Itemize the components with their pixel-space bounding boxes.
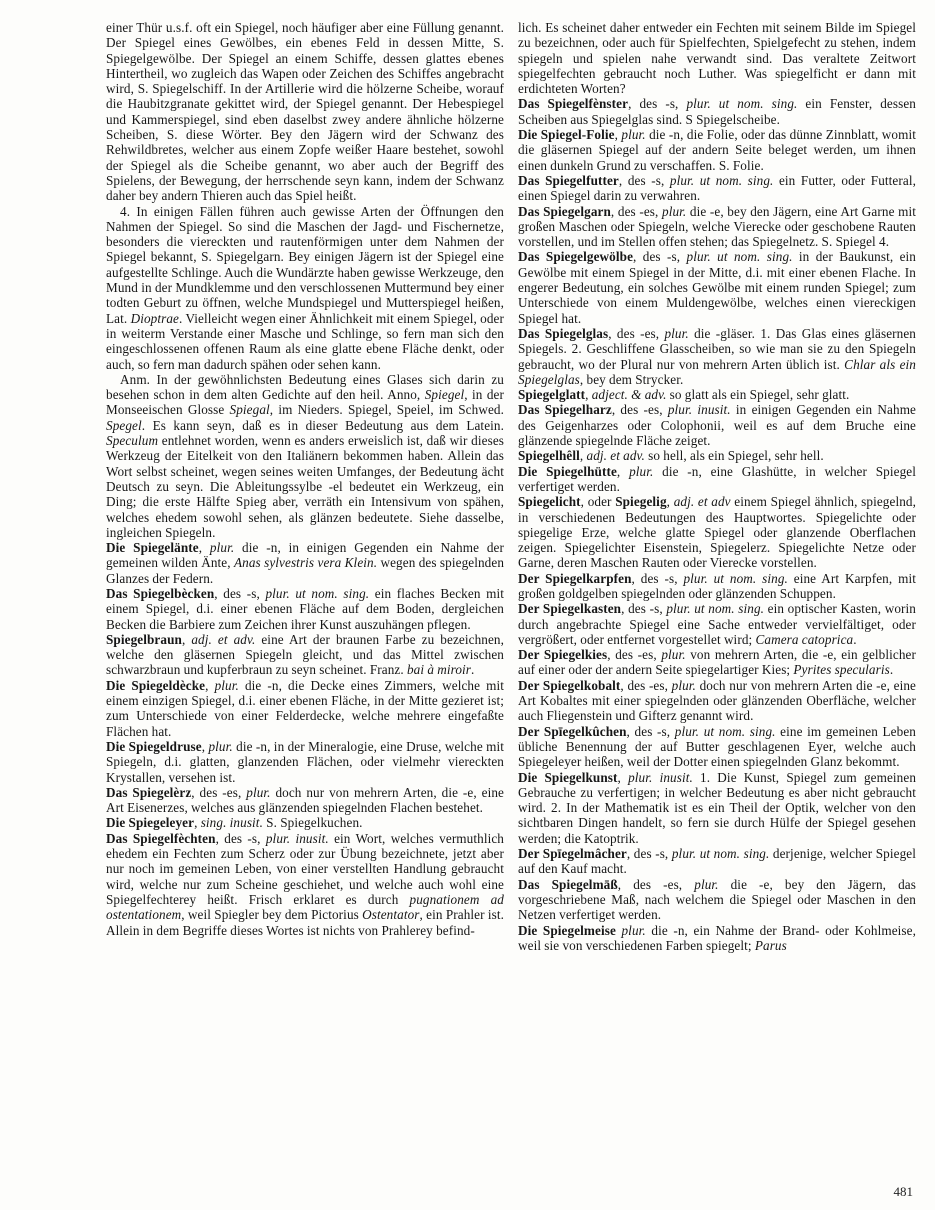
dictionary-entry	[518, 647, 916, 678]
dictionary-entry	[518, 571, 916, 602]
dictionary-entry	[518, 96, 916, 127]
dictionary-entry	[106, 785, 504, 816]
dictionary-entry	[518, 204, 916, 250]
italic-text: plur. ut nom. sing.	[671, 846, 770, 862]
text-run: einem Spiegel ähnlich, spiegelnd, in verschiedenen Bedeutungen des Hauptwortes. Spiegelichte oder spiegelige Erze, welche glatte Spiegel oder glanzende Oberflachen zeigen. Spiegelichter Eisenstein, Spiegelerz. Spiegelichte Netze oder Garne, deren Maschen Rauten oder Vierecke vorstellen.	[518, 494, 916, 571]
text-run: ,	[616, 463, 630, 479]
headword-text: Die Spiegeldècke	[106, 677, 206, 693]
text-run: , ein Prahler ist. Allein in dem Begriffe dieses Wortes ist nichts von Prahlerey befind-	[106, 907, 504, 938]
text-run: ,	[617, 769, 629, 785]
text-run: derjenige, welcher Spiegel auf den Kauf macht.	[518, 846, 916, 877]
text-run: , weil Spiegler bey dem Pictorius	[181, 907, 363, 923]
text-run: , des -es,	[608, 325, 665, 341]
headword-text: Das Spiegelfèchten	[106, 830, 216, 846]
italic-text: plur. ut nom. sing.	[669, 172, 774, 188]
italic-text: Anas sylvestris vera Klein.	[233, 555, 378, 571]
text-run: ,	[579, 448, 587, 464]
dictionary-entry	[518, 326, 916, 387]
headword-text: Die Spiegelmeise	[518, 922, 616, 938]
text-run: ein Fenster, dessen Scheiben aus Spiegelglas sind. S Spiegelscheibe.	[518, 96, 916, 127]
dictionary-entry	[518, 877, 916, 923]
dictionary-entry	[106, 678, 504, 739]
text-run: ,	[585, 387, 592, 403]
headword-text: Die Spiegelkunst	[518, 769, 618, 785]
headword-text: Die Spiegel-Folie	[518, 127, 615, 143]
text-run: 1. Die Kunst, Spiegel zum gemeinen Gebrauche zu verfertigen; in welcher Bedeutung es aber nicht gebraucht wird. 2. In der Mathematik ist es ein Theil der Optik, welcher von den sichtbaren Dingen handelt, so fern sie durch Hülfe der Spiegel gesehen werden; die Katoptrik.	[518, 769, 917, 846]
dictionary-entry	[518, 249, 916, 325]
text-run: , des -es,	[191, 784, 247, 800]
text-run: , des -s,	[633, 249, 687, 265]
headword-text: Das Spiegelharz	[518, 402, 612, 418]
text-run: ,	[181, 631, 192, 647]
italic-text: plur. inusit.	[265, 830, 329, 846]
italic-text: Dioptrae	[130, 310, 179, 326]
text-run: eine im gemeinen Leben übliche Benennung der auf Butter geschlagenen Eyer, welche auch Spiegeleyer heißen, weil der Dotter einen spiegelnden Glanz bekommt.	[518, 723, 916, 770]
text-run: doch nur von mehrern Arten, die -e, eine Art Eisenerzes, welches aus glänzenden spiegelnden Flachen bestehet.	[106, 784, 504, 816]
headword-text: Der Spīegelmâcher	[518, 846, 627, 862]
text-run: .	[471, 662, 475, 678]
paragraph	[518, 20, 916, 96]
text-run: einer Thür u.s.f. oft ein Spiegel, noch häufiger aber eine Füllung genannt. Der Spiegel eines Gewölbes, ein ebenes Feld in dessen Mitte, S. Spiegelgewölbe. Der Spiegel an einem Schiffe, dessen glattes ebenes Hintertheil, wo zugleich das Wapen oder Zeichen des Schiffes angebracht wird, S. Spiegelschiff. In der Artillerie wird die hölzerne Scheibe, worauf die Haubitzgranate gekittet wird, der Spiegel genannt. Der Hebespiegel und Kammerspiegel, sind eben daselbst zwey andere ähnliche hölzerne Scheiben, S. diese Wörter. Bey den Jägern wird der Schwanz des Rehwildbretes, welcher aus einem Zopfe weißer Haare bestehet, sowohl der Spiegel als die Scheibe genannt, wo aber auch der Begriff des Spielens, der Bewegung, der herrschende seyn kann, indem der Schwanz daher bey andern Thieren auch das Spiel heißt.	[106, 20, 504, 204]
italic-text: Spiegel	[424, 387, 465, 403]
italic-text: plur.	[664, 325, 689, 341]
headword-text: Das Spiegelmāß	[518, 876, 618, 892]
text-run: , des -s,	[631, 570, 684, 586]
text-run: , des -es,	[610, 203, 662, 219]
italic-text: plur.	[246, 784, 271, 800]
italic-text: pugnationem ad ostentationem	[106, 891, 504, 923]
text-run: , des -es,	[611, 402, 668, 418]
dictionary-entry	[518, 494, 916, 570]
dictionary-entry	[518, 846, 916, 877]
text-run: . Vielleicht wegen einer Ähnlichkeit mit einem Spiegel, oder in weiterm Verstande einer Masche und Schlinge, so fern man sich den eingeschlossenen offenen Raum als eine glatte ebene Fläche denkt, oder auch, so fern man dadurch spähen oder sehen kann.	[106, 310, 504, 372]
text-run: , des -s,	[626, 723, 675, 739]
text-run: doch nur von mehrern Arten die -e, eine Art Kobaltes mit einer spiegelnden oder glänzenden Oberfläche, welcher auch Fliegenstein und Gifterz genannt wird.	[518, 677, 916, 724]
text-run: entlehnet worden, wenn es anders erweislich ist, daß wir dieses Werkzeug der Eitelkeit von den Italiänern bekommen haben. Allein das Wort selbst scheinet, wegen seines weiten Umfanges, der Bedeutung ächt Deutsch zu seyn. Die Ableitungssylbe -el bedeutet ein Werkzeug, ein Ding; die erste Hälfte Spieg aber, verräth ein Intensivum von spähen, welches ehedem sowohl sehen, als glänzen bedeutete. Siehe dasselbe, ingleichen Spiegeln.	[106, 433, 504, 540]
dictionary-entry	[518, 464, 916, 495]
dictionary-entry	[518, 923, 916, 954]
dictionary-entry	[518, 402, 916, 448]
italic-text: plur.	[629, 463, 654, 479]
headword-text: Die Spiegelhütte	[518, 463, 617, 479]
dictionary-entry	[106, 540, 504, 586]
text-run: in der Baukunst, ein Gewölbe mit einem Spiegel in der Mitte, d.i. mit einer ebenen Flache. In engerer Bedeutung, ein solches Gewölbe mit einem runden Spiegel; zum Unterschiede von einem Muldengewölbe, welches einen viereckigen Spiegel hat.	[518, 249, 917, 326]
text-run: eine Art der braunen Farbe zu bezeichnen, welche den gläsernen Spiegeln gleicht, und das Mittel zwischen schwarzbraun und kupferbraun zu seyn scheinet. Franz.	[106, 631, 504, 678]
text-run: ein optischer Kasten, worin durch angebrachte Spiegel eine Sache entweder vervielfältiget, oder vergrößert, oder entfernet vorgestellet wird;	[518, 601, 916, 647]
text-run: die -gläser. 1. Das Glas eines gläsernen Spiegels. 2. Geschliffene Glasscheiben, so wie man sie zu den Spiegeln gebraucht, wo der Plural nur von mehrern Arten üblich ist.	[518, 325, 916, 372]
dictionary-entry	[518, 678, 916, 724]
text-run: in einigen Gegenden ein Nahme des Geigenharzes oder Colophonii, weil es auf dem Bruche eine glänzende spiegelnde Fläche zeiget.	[518, 402, 917, 449]
italic-text: plur.	[671, 677, 696, 693]
text-run: , des -s,	[628, 96, 687, 112]
headword-text: Die Spiegeldruse	[106, 738, 202, 754]
text-run: , des -s,	[621, 601, 667, 617]
text-run: , bey dem Strycker.	[579, 371, 684, 387]
text-run: ,	[205, 677, 215, 693]
dictionary-entry	[518, 448, 916, 463]
dictionary-entry	[518, 387, 916, 402]
text-run: so glatt als ein Spiegel, sehr glatt.	[666, 387, 850, 403]
text-run: .	[853, 631, 857, 647]
headword-text: Das Spiegelbècken	[106, 585, 215, 601]
headword-text: Der Spiegelkies	[518, 647, 608, 663]
text-run: S. Spiegelkuchen.	[262, 815, 363, 831]
italic-text: adj. et adv	[673, 494, 731, 510]
text-run: , des -es,	[620, 677, 672, 693]
headword-text: Das Spiegelfutter	[518, 172, 619, 188]
headword-text: Spiegelhêll	[518, 448, 580, 464]
headword-text: Das Spiegelgewölbe	[518, 249, 634, 265]
headword-text: Das Spiegelglas	[518, 325, 609, 341]
italic-text: plur. ut nom. sing.	[686, 96, 798, 112]
italic-text: plur. ut nom. sing.	[265, 585, 370, 601]
text-run: die -e, bey den Jägern, das vorgeschriebene Maß, nach welchem die Spiegel oder Maschen in den Netzen verfertiget werden.	[518, 876, 916, 923]
page-number: 481	[893, 1184, 913, 1199]
italic-text: adject. & adv.	[591, 387, 667, 403]
text-run: die -n, die Folie, oder das dünne Zinnblatt, womit die gläsernen Spiegel auf der andern Seite beleget werden, um ihnen einen dunkeln Grund zu verschaffen. S. Folie.	[518, 127, 917, 173]
italic-text: Camera catoprica	[755, 631, 854, 647]
paragraph	[106, 204, 504, 372]
headword-text: Spiegelicht	[518, 494, 581, 510]
italic-text: plur. ut nom. sing.	[686, 249, 793, 265]
italic-text: plur.	[208, 738, 233, 754]
text-run: Anm. In der gewöhnlichsten Bedeutung eines Glases sich darin zu besehen schon in dem alten Gedichte auf den heil. Anno,	[106, 371, 504, 403]
text-run: wegen des spiegelnden Glanzes der Federn.	[106, 555, 505, 586]
text-run: , des -s,	[215, 830, 266, 846]
text-run: , oder	[580, 494, 616, 510]
headword-text: Das Spiegelfènster	[518, 96, 629, 112]
text-run: ,	[201, 738, 209, 754]
paragraph	[106, 20, 504, 204]
text-column-right	[518, 20, 916, 953]
headword-text: Die Spiegeleyer	[106, 815, 195, 831]
italic-text: plur. ut nom. sing.	[683, 570, 788, 586]
text-run: von mehrern Arten, die -e, ein gelblicher auf einer oder der andern Seite spiegelartiger Kies;	[518, 647, 916, 678]
italic-text: Spegel	[106, 417, 142, 433]
dictionary-entry	[518, 127, 916, 173]
italic-text: plur.	[661, 647, 686, 663]
paragraph	[106, 372, 504, 540]
italic-text: Chlar als ein Spiegelglas	[518, 356, 916, 387]
italic-text: plur.	[694, 876, 719, 892]
italic-text: Pyrites specularis	[793, 662, 890, 678]
dictionary-entry	[106, 739, 504, 785]
text-run: .	[889, 662, 894, 678]
text-run: ,	[198, 540, 210, 556]
dictionary-entry	[106, 815, 504, 830]
dictionary-entry	[106, 831, 504, 938]
headword-text: Spiegelig	[615, 494, 667, 510]
headword-text: Die Spiegelänte	[106, 540, 199, 556]
text-run: 4. In einigen Fällen führen auch gewisse Arten der Öffnungen den Nahmen der Spiegel. So sind die Maschen der Jagd- und Fischernetze, besonders die viereckten und rautenförmigen unter dem Nahmen der Spiegel bekannt, S. Spiegelgarn. Bey einigen Jägern ist der Spiegel eine aufgestellte Schlinge. Auch die Wundärzte haben gewisse Werkzeuge, den Mund in der Mundklemme und den verschlossenen Muttermund bey einer todten Geburt zu öffnen, welche Mundspiegel und Mutterspiegel heißen, Lat.	[106, 203, 504, 326]
italic-text: plur.	[621, 922, 646, 938]
italic-text: bai à miroir	[406, 662, 472, 678]
headword-text: Der Spīegelkûchen	[518, 723, 627, 739]
dictionary-entry	[518, 770, 916, 846]
text-run: lich. Es scheinet daher entweder ein Fechten mit seinem Bilde im Spiegel zu bezeichnen, oder auch für Spielfechten, Spielgefecht zu stehen, indem spiegeln und spielen nahe verwandt sind. Das veraltete Zeitwort spiegelfechten gebraucht noch Luther. Was spiegelficht er dann mit erdichteten Worten?	[518, 20, 916, 97]
italic-text: sing. inusit.	[200, 815, 263, 831]
text-run: , des -s,	[618, 172, 670, 188]
dictionary-entry	[518, 173, 916, 204]
text-run: , des -s,	[214, 585, 266, 601]
headword-text: Der Spiegelkobalt	[518, 677, 621, 693]
headword-text: Das Spiegelèrz	[106, 784, 192, 800]
italic-text: Parus	[754, 937, 787, 953]
text-run: die -n, in der Mineralogie, eine Druse, welche mit Spiegeln, d.i. glatten, glanzenden Flächen, oder vielmehr viereckten Krystallen, versehen ist.	[106, 738, 505, 785]
text-run: , in der Monseeischen Glosse	[106, 387, 504, 418]
dictionary-entry	[518, 724, 916, 770]
text-run: , des -s,	[626, 846, 672, 862]
italic-text: plur.	[662, 203, 687, 219]
headword-text: Das Spiegelgarn	[518, 203, 611, 219]
headword-text: Spiegelglatt	[518, 387, 586, 403]
italic-text: adj. et adv.	[586, 448, 645, 464]
text-run: so hell, als ein Spiegel, sehr hell.	[644, 448, 824, 464]
headword-text: Der Spiegelkarpfen	[518, 570, 632, 586]
text-run: ein flaches Becken mit einem Spiegel, d.i. einer ebenen Fläche auf dem Boden, dergleichen Becken die Barbiere zum Zeichen ihrer Kunst auszuhängen pflegen.	[106, 585, 504, 632]
italic-text: Speculum	[106, 433, 159, 449]
italic-text: plur. inusit.	[628, 769, 693, 785]
text-run: , des -es,	[617, 876, 695, 892]
italic-text: plur.	[209, 540, 235, 556]
italic-text: plur.	[214, 677, 239, 693]
text-run: die -e, bey den Jägern, eine Art Garne mit großen Maschen oder Spiegeln, welche Vierecke oder geschobene Rauten vorstellen, und im Stellen offen stehen; das Spiegelnetz. S. Spiegel 4.	[518, 203, 916, 250]
text-run: . Es kann seyn, daß es in dieser Bedeutung aus dem Latein.	[141, 417, 504, 433]
italic-text: adj. et adv.	[191, 631, 256, 647]
headword-text: Der Spiegelkasten	[518, 601, 622, 617]
dictionary-entry	[518, 601, 916, 647]
text-run: ,	[614, 127, 622, 143]
text-run: eine Art Karpfen, mit großen goldgelben spiegelnden oder glänzenden Schuppen.	[518, 570, 916, 601]
italic-text: plur. inusit.	[667, 402, 731, 418]
italic-text: Ostentator	[362, 907, 420, 923]
text-run: die -n, in einigen Gegenden ein Nahme der gemeinen wilden Änte,	[106, 540, 505, 571]
text-run: ein Futter, oder Futteral, einen Spiegel darin zu verwahren.	[518, 172, 916, 204]
italic-text: plur. ut nom. sing.	[674, 723, 776, 739]
italic-text: Spiegal	[229, 402, 270, 418]
italic-text: plur.	[621, 127, 646, 143]
text-run: ,	[194, 815, 201, 831]
headword-text: Spiegelbraun	[106, 631, 182, 647]
text-run: die -n, die Decke eines Zimmers, welche mit einem einzigen Spiegel, d.i. einer ebenen Fläche, in der Mitte gezieret ist; zum Unterschiede von einer Felderdecke, welche mehrere eingefaßte Flächen hat.	[106, 677, 505, 739]
text-column-left	[106, 20, 504, 953]
text-run: , des -es,	[607, 647, 662, 663]
dictionary-entry	[106, 586, 504, 632]
text-run: die -n, ein Nahme der Brand- oder Kohlmeise, weil sie von verschiedenen Farben spiegelt;	[518, 922, 916, 953]
text-run: ,	[666, 494, 674, 510]
dictionary-entry	[106, 632, 504, 678]
text-run: , im Nieders. Spiegel, Speiel, im Schwed.	[269, 402, 504, 418]
text-run: die -n, eine Glashütte, in welcher Spiegel verfertiget werden.	[518, 463, 916, 494]
text-run: ein Wort, welches vermuthlich ehedem ein Fechten zum Scherz oder zur Übung bezeichnete, jetzt aber nur noch im gemeinen Leben, von einer verstellten Handlung gebraucht wird, welche nur zum Scheine geschiehet, und welche auch wohl eine Spiegelfechterey heißt. Frisch erklaret es durch	[106, 830, 504, 907]
italic-text: plur. ut nom. sing.	[666, 601, 765, 617]
